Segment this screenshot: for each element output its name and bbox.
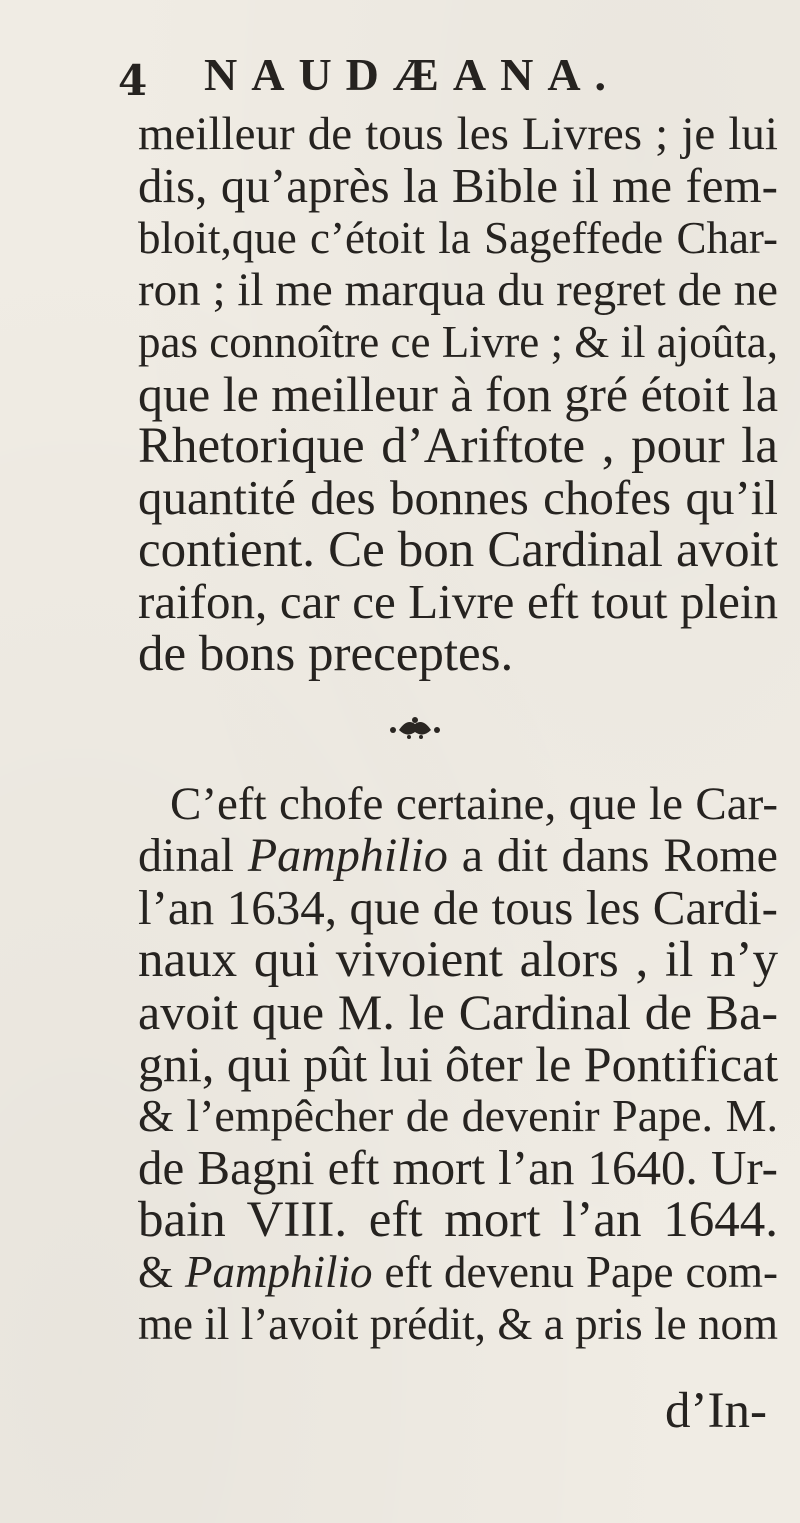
text-line: naux qui vivoient alors , il n’y [138, 932, 778, 988]
page-number: 4 [118, 56, 148, 105]
text-line: l’an 1634, que de tous les Cardi- [138, 880, 778, 935]
text-line: bain VIII. eft mort l’an 1644. [138, 1192, 778, 1248]
text-line: C’eft chofe certaine, que le Car- [170, 778, 778, 830]
text-line: & l’empêcher de devenir Pape. M. [138, 1090, 778, 1141]
text-line: Rhetorique d’Ariftote , pour la [138, 418, 778, 474]
text-line: meilleur de tous les Livres ; je lui [138, 108, 778, 160]
text-line: bloit,que c’étoit la Sageffede Char- [138, 213, 778, 263]
text-line [138, 830, 778, 882]
text-line: raifon, car ce Livre eft tout plein [138, 574, 778, 629]
text-line: avoit que M. le Cardinal de Ba- [138, 984, 778, 1040]
fleuron-ornament-icon [385, 712, 445, 742]
page-header [118, 44, 738, 104]
text-line: de bons preceptes. [138, 626, 514, 682]
text-line [138, 1246, 778, 1298]
running-title: NAUDÆANA. [204, 49, 621, 100]
text-line: de Bagni eft mort l’an 1640. Ur- [138, 1140, 778, 1195]
text-line: dis, qu’après la Bible il me fem- [138, 158, 778, 213]
text-fragment: a dit dans Rome [447, 829, 778, 882]
text-fragment: eft devenu Pape com- [372, 1247, 778, 1297]
italic-name: Pamphilio [185, 1247, 373, 1297]
text-fragment: dinal [138, 829, 248, 882]
text-line: quantité des bonnes chofes qu’il [138, 470, 778, 525]
text-line: que le meilleur à fon gré étoit la [138, 366, 779, 422]
italic-name: Pamphilio [247, 829, 448, 882]
catchword: d’In- [665, 1383, 767, 1439]
text-line: gni, qui pût lui ôter le Pontificat [138, 1036, 779, 1092]
paragraph-2 [138, 778, 778, 1350]
paragraph-1 [138, 108, 778, 680]
text-fragment: & [138, 1247, 186, 1297]
text-line: pas connoître ce Livre ; & il ajoûta, [138, 317, 778, 367]
text-line: ron ; il me marqua du regret de ne [138, 264, 778, 316]
text-line: me il l’avoit prédit, & a pris le nom [138, 1299, 778, 1349]
text-line: contient. Ce bon Cardinal avoit [138, 522, 778, 578]
